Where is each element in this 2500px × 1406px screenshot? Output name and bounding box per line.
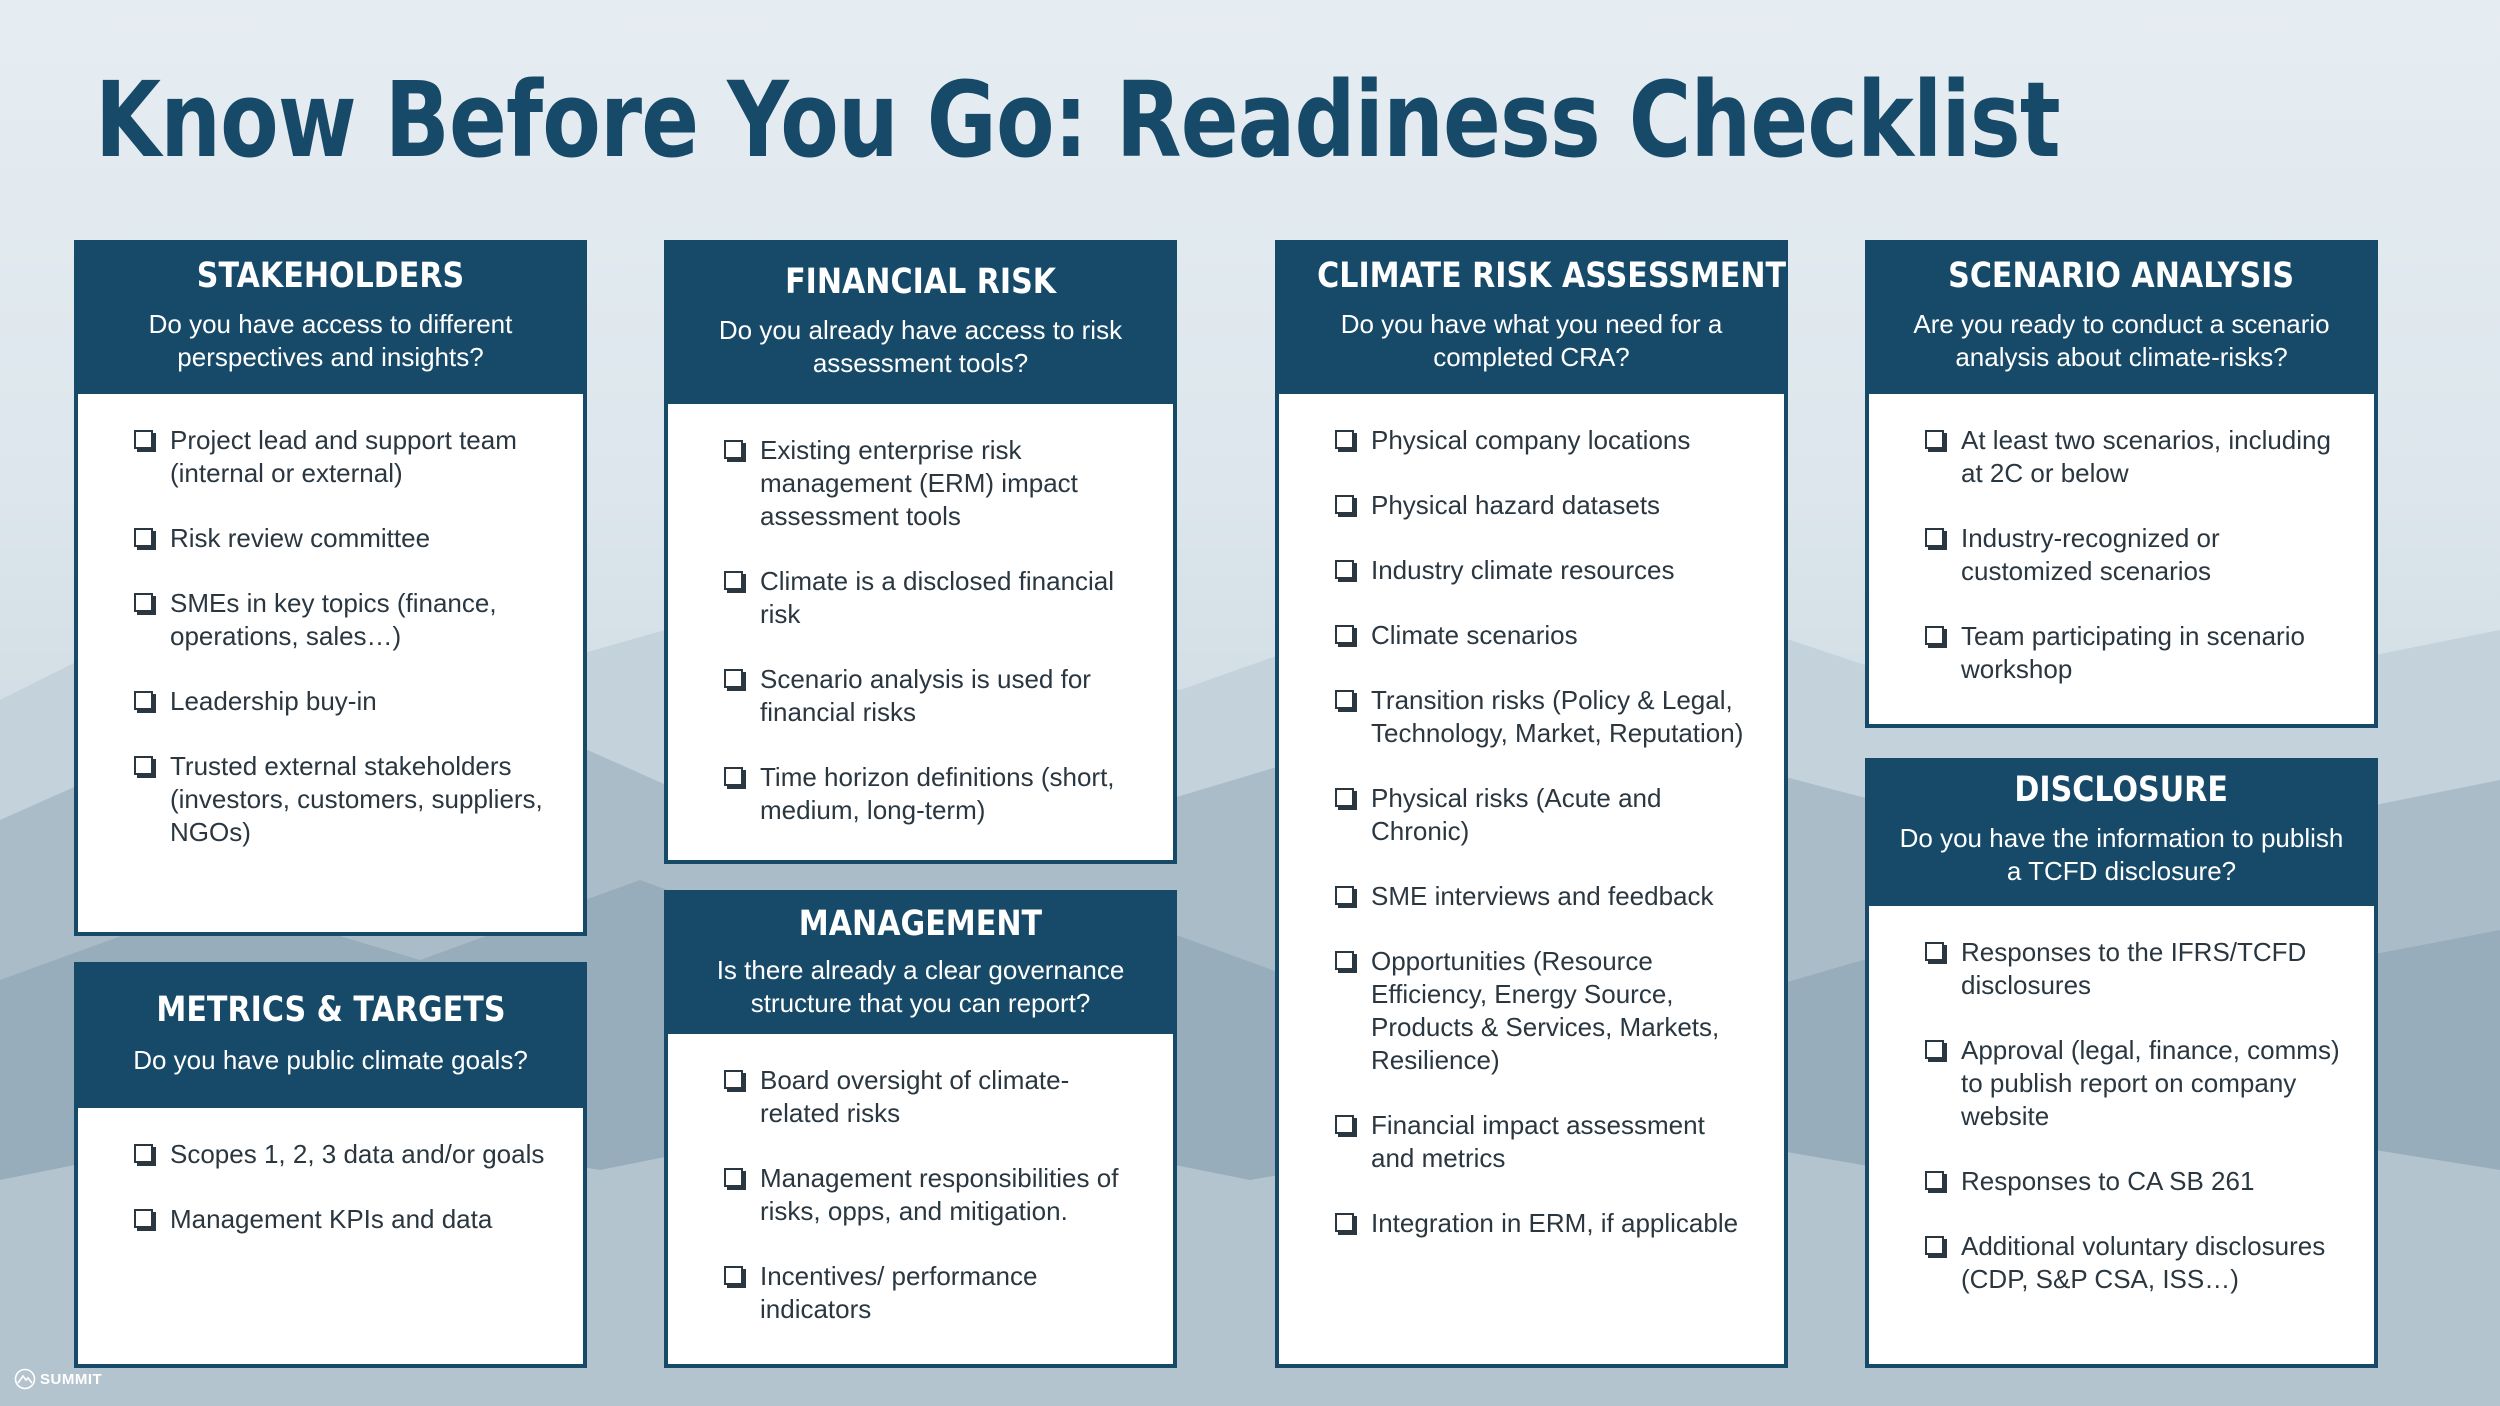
checklist-item[interactable] [134, 424, 553, 490]
checklist-item[interactable] [134, 685, 553, 718]
card-title: SCENARIO ANALYSIS [1948, 256, 2295, 296]
checkbox-icon[interactable] [1925, 942, 1944, 961]
checklist-item[interactable] [134, 1138, 553, 1171]
checklist-item-label: Project lead and support team (internal or external) [170, 425, 517, 488]
checklist-item-label: Climate scenarios [1371, 620, 1578, 650]
card-question: Do you already have access to risk assessment tools? [718, 315, 1123, 378]
checklist-item[interactable] [724, 663, 1143, 729]
checklist-item[interactable] [1335, 489, 1754, 522]
card-title: FINANCIAL RISK [784, 262, 1057, 302]
checkbox-icon[interactable] [724, 767, 743, 786]
checklist-item-label: Incentives/ performance indicators [760, 1261, 1038, 1324]
checklist-item-label: At least two scenarios, including at 2C or below [1961, 425, 2331, 488]
checklist-item[interactable] [1925, 1165, 2344, 1198]
page-title: Know Before You Go: Readiness Checklist [95, 59, 2060, 181]
checkbox-icon[interactable] [134, 691, 153, 710]
checkbox-icon[interactable] [134, 1209, 153, 1228]
checklist-item[interactable] [134, 750, 553, 849]
checklist-item[interactable] [1925, 522, 2344, 588]
checklist [1279, 394, 1784, 1240]
card-question: Is there already a clear governance structure that you can report? [716, 955, 1125, 1018]
checkbox-icon[interactable] [1335, 560, 1354, 579]
checklist-item-label: Physical risks (Acute and Chronic) [1371, 783, 1662, 846]
checklist-item-label: Financial impact assessment and metrics [1371, 1110, 1705, 1173]
checklist-item-label: Physical company locations [1371, 425, 1691, 455]
card-title: STAKEHOLDERS [196, 256, 465, 296]
checkbox-icon[interactable] [1335, 495, 1354, 514]
checkbox-icon[interactable] [1335, 886, 1354, 905]
checkbox-icon[interactable] [134, 756, 153, 775]
checkbox-icon[interactable] [724, 1266, 743, 1285]
checklist-item-label: Industry-recognized or customized scenarios [1961, 523, 2220, 586]
checkbox-icon[interactable] [1335, 690, 1354, 709]
management-card-header [668, 894, 1173, 1034]
checkbox-icon[interactable] [1335, 1115, 1354, 1134]
disclosure-card [1865, 758, 2378, 1368]
card-question: Are you ready to conduct a scenario analysis about climate-risks? [1913, 309, 2330, 372]
checkbox-icon[interactable] [1335, 951, 1354, 970]
checklist-item-label: Opportunities (Resource Efficiency, Energy Source, Products & Services, Markets, Resilience) [1371, 946, 1720, 1075]
card-title: CLIMATE RISK ASSESSMENT [1317, 256, 1787, 296]
checklist-item-label: Approval (legal, finance, comms) to publish report on company website [1961, 1035, 2340, 1131]
checklist-item[interactable] [724, 1064, 1143, 1130]
checklist-item[interactable] [1925, 1230, 2344, 1296]
checklist-item-label: Additional voluntary disclosures (CDP, S&P CSA, ISS…) [1961, 1231, 2326, 1294]
checklist [668, 1034, 1173, 1326]
checkbox-icon[interactable] [724, 669, 743, 688]
checklist-item-label: Climate is a disclosed financial risk [760, 566, 1115, 629]
checklist-item-label: Transition risks (Policy & Legal, Technology, Market, Reputation) [1371, 685, 1744, 748]
checkbox-icon[interactable] [134, 430, 153, 449]
card-title: MANAGEMENT [798, 904, 1043, 944]
checkbox-icon[interactable] [1925, 430, 1944, 449]
checkbox-icon[interactable] [724, 571, 743, 590]
checkbox-icon[interactable] [1925, 1040, 1944, 1059]
checklist-item[interactable] [1335, 782, 1754, 848]
checklist-item-label: Physical hazard datasets [1371, 490, 1661, 520]
checklist-item-label: Team participating in scenario workshop [1961, 621, 2305, 684]
checklist-item[interactable] [134, 522, 553, 555]
checkbox-icon[interactable] [1335, 625, 1354, 644]
metrics-targets-card-header [78, 966, 583, 1108]
scenario-analysis-card [1865, 240, 2378, 728]
checklist [78, 1108, 583, 1236]
checkbox-icon[interactable] [134, 593, 153, 612]
checklist-item-label: Scenario analysis is used for financial risks [760, 664, 1091, 727]
checklist-item[interactable] [1335, 1207, 1754, 1240]
checklist [78, 394, 583, 849]
checklist-item[interactable] [724, 565, 1143, 631]
metrics-targets-card [74, 962, 587, 1368]
stakeholders-card-header [78, 244, 583, 394]
checklist-item-label: Management KPIs and data [170, 1204, 493, 1234]
financial-risk-card [664, 240, 1177, 864]
card-question: Do you have the information to publish a TCFD disclosure? [1899, 823, 2344, 886]
checklist [668, 404, 1173, 827]
climate-risk-assessment-card [1275, 240, 1788, 1368]
card-question: Do you have access to different perspectives and insights? [148, 309, 513, 372]
checkbox-icon[interactable] [1335, 788, 1354, 807]
checklist-item-label: Risk review committee [170, 523, 431, 553]
checklist-item-label: Responses to CA SB 261 [1961, 1166, 2255, 1196]
financial-risk-card-header [668, 244, 1173, 404]
checkbox-icon[interactable] [1335, 430, 1354, 449]
card-title: METRICS & TARGETS [155, 990, 506, 1030]
checklist-item-label: Scopes 1, 2, 3 data and/or goals [170, 1139, 545, 1169]
checklist-item-label: Trusted external stakeholders (investors, customers, suppliers, NGOs) [170, 751, 543, 847]
checklist [1869, 394, 2374, 686]
checklist-item-label: Leadership buy-in [170, 686, 377, 716]
scenario-analysis-card-header [1869, 244, 2374, 394]
checkbox-icon[interactable] [724, 1168, 743, 1187]
checklist-item[interactable] [1335, 1109, 1754, 1175]
disclosure-card-header [1869, 762, 2374, 906]
checklist-item-label: Industry climate resources [1371, 555, 1675, 585]
card-question: Do you have public climate goals? [133, 1045, 528, 1075]
summit-logo [14, 1368, 102, 1390]
checklist [1869, 906, 2374, 1296]
checklist-item[interactable] [1335, 945, 1754, 1077]
checklist-item-label: Existing enterprise risk management (ERM) impact assessment tools [760, 435, 1078, 531]
checkbox-icon[interactable] [1335, 1213, 1354, 1232]
management-card [664, 890, 1177, 1368]
checklist-item[interactable] [1335, 424, 1754, 457]
checkbox-icon[interactable] [1925, 626, 1944, 645]
climate-risk-assessment-card-header [1279, 244, 1787, 394]
checklist-item-label: Responses to the IFRS/TCFD disclosures [1961, 937, 2307, 1000]
checklist-item[interactable] [724, 1260, 1143, 1326]
checkbox-icon[interactable] [724, 1070, 743, 1089]
checklist-item-label: Integration in ERM, if applicable [1371, 1208, 1739, 1238]
checklist-item[interactable] [1925, 1034, 2344, 1133]
checklist-item[interactable] [724, 761, 1143, 827]
checkbox-icon[interactable] [1925, 1171, 1944, 1190]
checkbox-icon[interactable] [134, 1144, 153, 1163]
checklist-item[interactable] [1335, 619, 1754, 652]
checklist-item-label: Time horizon definitions (short, medium, long-term) [760, 762, 1115, 825]
card-title: DISCLOSURE [2014, 770, 2229, 810]
checklist-item[interactable] [1335, 880, 1754, 913]
checklist-item[interactable] [134, 587, 553, 653]
checkbox-icon[interactable] [724, 440, 743, 459]
checklist-item-label: Management responsibilities of risks, opps, and mitigation. [760, 1163, 1119, 1226]
summit-logo-icon [14, 1368, 36, 1390]
checklist-item[interactable] [1925, 620, 2344, 686]
checklist-item[interactable] [1335, 684, 1754, 750]
checklist-item-label: SMEs in key topics (finance, operations, sales…) [170, 588, 497, 651]
card-question: Do you have what you need for a completed CRA? [1340, 309, 1723, 372]
checklist-item[interactable] [134, 1203, 553, 1236]
checklist-item[interactable] [1925, 424, 2344, 490]
checklist-item-label: Board oversight of climate-related risks [760, 1065, 1070, 1128]
checklist-item[interactable] [1335, 554, 1754, 587]
checkbox-icon[interactable] [1925, 528, 1944, 547]
checklist-item-label: SME interviews and feedback [1371, 881, 1714, 911]
checklist-item[interactable] [724, 434, 1143, 533]
stakeholders-card [74, 240, 587, 936]
logo-text: SUMMIT [40, 1370, 103, 1388]
checklist-item[interactable] [1925, 936, 2344, 1002]
checklist-item[interactable] [724, 1162, 1143, 1228]
checkbox-icon[interactable] [134, 528, 153, 547]
checkbox-icon[interactable] [1925, 1236, 1944, 1255]
